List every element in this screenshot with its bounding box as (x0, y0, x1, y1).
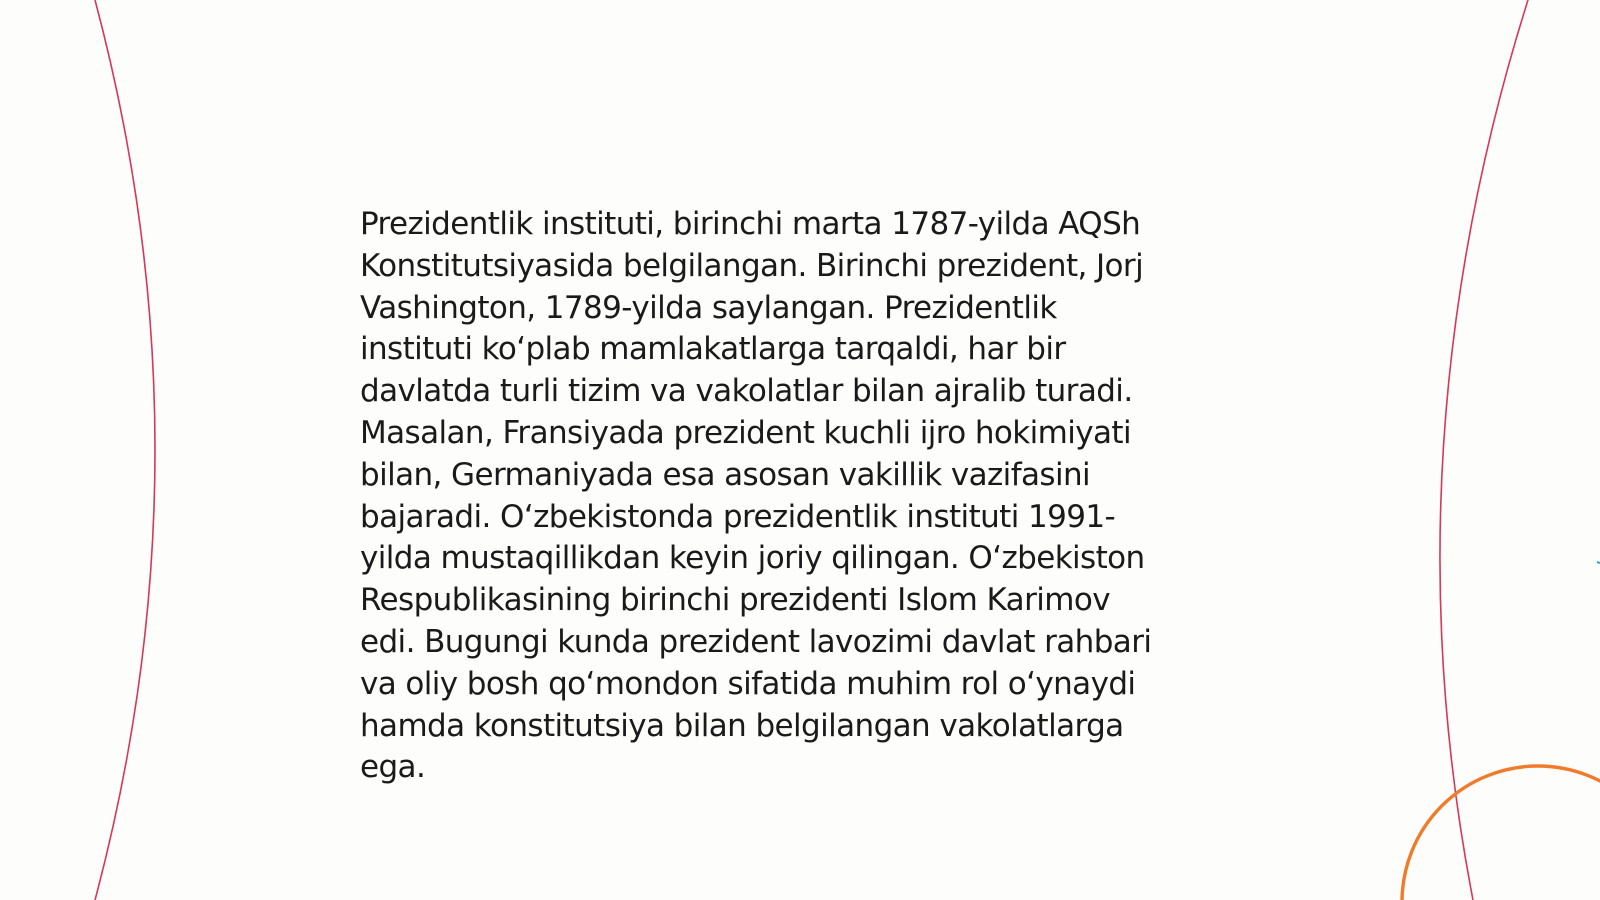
paragraph-line: hamda konstitutsiya bilan belgilangan vakolatlarga (360, 707, 1124, 744)
paragraph-line: edi. Bugungi kunda prezident lavozimi davlat rahbari (360, 623, 1152, 660)
paragraph-line: ega. (360, 749, 426, 786)
paragraph-line: Masalan, Fransiyada prezident kuchli ijro hokimiyati (360, 414, 1131, 451)
paragraph-line: Prezidentlik instituti, birinchi marta 1787-yilda AQSh (360, 206, 1141, 242)
orange-arc (1402, 766, 1600, 900)
body-paragraph (360, 204, 1230, 789)
paragraph-line: Vashington, 1789-yilda saylangan. Prezidentlik (360, 289, 1057, 326)
paragraph-line: Konstitutsiyasida belgilangan. Birinchi prezident, Jorj (360, 247, 1144, 284)
paragraph-line: va oliy bosh qo‘mondon sifatida muhim rol o‘ynaydi (360, 665, 1136, 702)
paragraph-line: instituti ko‘plab mamlakatlarga tarqaldi, har bir (360, 331, 1066, 368)
right-curve-line (1440, 0, 1528, 900)
paragraph-line: davlatda turli tizim va vakolatlar bilan ajralib turadi. (360, 373, 1133, 410)
paragraph-line: bilan, Germaniyada esa asosan vakillik vazifasini (360, 456, 1091, 493)
paragraph-line: Respublikasining birinchi prezidenti Islom Karimov (360, 582, 1110, 619)
paragraph-line: yilda mustaqillikdan keyin joriy qilingan. O‘zbekiston (360, 540, 1145, 577)
paragraph-line: bajaradi. O‘zbekistonda prezidentlik instituti 1991- (360, 498, 1116, 535)
left-curve-line (95, 0, 155, 900)
